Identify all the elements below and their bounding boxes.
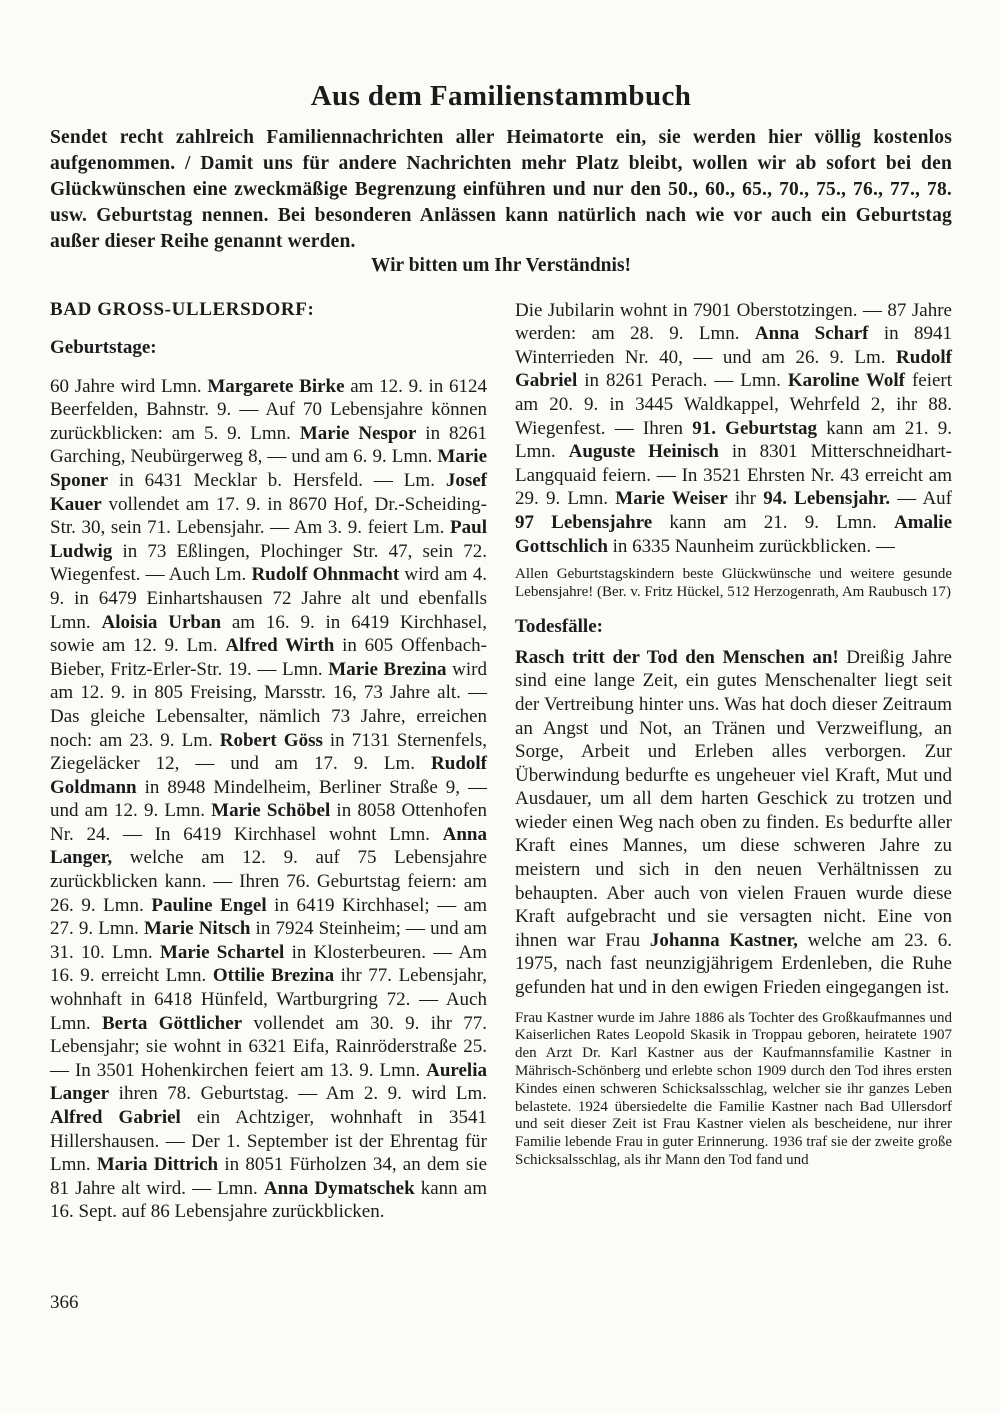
bold-text-run: Berta Göttlicher: [102, 1012, 243, 1034]
bold-text-run: Marie Schartel: [159, 941, 285, 963]
text-run: ihr 77. Lebensjahr, wohnhaft in 6418 Hünfeld, Wartburgring 72. — Auch Lmn.: [50, 965, 487, 1034]
bold-text-run: Aurelia Langer: [50, 1059, 487, 1105]
bold-text-run: Alfred Gabriel: [50, 1107, 181, 1129]
bold-text-run: Marie Schöbel: [211, 800, 331, 822]
text-run: — Auf: [890, 488, 953, 510]
text-run: in Klosterbeuren. — Am 16. 9. erreicht Lmn.: [50, 941, 487, 987]
bold-text-run: Amalie Gottschlich: [515, 511, 953, 557]
text-run: in 8051 Fürholzen 34, an dem sie 81 Jahre alt wird. — Lmn.: [50, 1154, 487, 1199]
text-run: in 8261 Garching, Neubürgerweg 8, — und am 6. 9. Lmn.: [50, 422, 487, 468]
bold-text-run: Anna Dymatschek: [263, 1177, 415, 1199]
intro-closing-line: Wir bitten um Ihr Verständnis!: [370, 254, 632, 276]
two-column-layout: [50, 299, 952, 1224]
bold-text-run: 91. Geburtstag: [692, 417, 818, 439]
subsection-heading-birthdays: Geburtstage:: [50, 336, 157, 358]
page-title: Aus dem Familienstammbuch: [310, 80, 692, 112]
text-run: wird am 12. 9. in 805 Freising, Marsstr. 16, 73 Jahre alt. — Das gleiche Lebensalter, nämlich 73 Jahre, erreichen noch: am 23. 9. Lm.: [50, 658, 487, 751]
bold-text-run: 94. Lebensjahr.: [763, 488, 891, 510]
text-run: vollendet am 17. 9. in 8670 Hof, Dr.-Scheiding-Str. 30, sein 71. Lebensjahr. — Am 3. 9. feiert Lm.: [50, 493, 487, 539]
text-run: am 16. 9. in 6419 Kirchhasel, sowie am 12. 9. Lm.: [50, 611, 487, 657]
bold-text-run: Rudolf Ohnmacht: [251, 564, 400, 586]
bold-text-run: Maria Dittrich: [96, 1154, 219, 1176]
bold-text-run: Anna Scharf: [754, 323, 869, 345]
bold-text-run: Auguste Heinisch: [568, 441, 719, 463]
bold-text-run: Marie Nitsch: [144, 918, 251, 940]
section-heading-town: BAD GROSS-ULLERSDORF:: [50, 298, 315, 320]
bold-text-run: Marie Sponer: [50, 446, 487, 491]
subsection-heading-deaths: Todesfälle:: [515, 615, 603, 637]
birthdays-continued-paragraph: [515, 299, 952, 559]
text-run: in 8261 Perach. — Lmn.: [577, 370, 788, 392]
bold-text-run: Anna Langer,: [50, 823, 487, 869]
text-run: am 12. 9. in 6124 Beerfelden, Bahnstr. 9. — Auf 70 Lebensjahre können zurückblicken: am 5. 9. Lmn.: [50, 375, 487, 444]
text-run: ihren 78. Geburtstag. — Am 2. 9. wird Lm.: [109, 1083, 487, 1105]
text-run: 60 Jahre wird Lmn.: [50, 375, 208, 397]
text-run: in 6419 Kirchhasel; — am 27. 9. Lmn.: [50, 894, 487, 940]
text-run: in 8948 Mindelheim, Berliner Straße 9, — und am 12. 9. Lmn.: [50, 776, 487, 822]
bold-text-run: Robert Göss: [219, 729, 323, 751]
text-run: in 7924 Steinheim; — und am 31. 10. Lmn.: [50, 918, 487, 963]
text-run: welche am 12. 9. auf 75 Lebensjahre zurückblicken kann. — Ihren 76. Geburtstag feiern: am 26. 9. Lmn.: [50, 847, 487, 916]
bold-text-run: Paul Ludwig: [50, 517, 487, 562]
text-run: in 6335 Naunheim zurückblicken. —: [607, 535, 895, 557]
text-run: in 8301 Mitterschneidhart-Langquaid feiern. — In 3521 Ehrsten Nr. 43 erreicht am 29. 9. Lmn.: [515, 441, 952, 510]
text-run: in 73 Eßlingen, Plochinger Str. 47, sein 72. Wiegenfest. — Auch Lm.: [50, 540, 487, 586]
right-column: [515, 299, 952, 1224]
left-column: [50, 299, 487, 1224]
text-run: kann am 16. Sept. auf 86 Lebensjahre zurückblicken.: [50, 1177, 487, 1223]
bold-text-run: Rudolf Goldmann: [50, 753, 487, 798]
text-run: in 6431 Mecklar b. Hersfeld. — Lm.: [108, 469, 446, 491]
bold-text-run: Margarete Birke: [207, 375, 345, 397]
obituary-details-paragraph: Frau Kastner wurde im Jahre 1886 als Tochter des Großkaufmannes und Kaiserlichen Rates Leopold Skasik in Troppau geboren, heiratete 1907 den Arzt Dr. Karl Kastner aus der Kaufmannsfamilie Kastner in Mährisch-Schönberg und erlebte schon 1909 durch den Tod ihres ersten Kindes einen schweren Schicksalsschlag, welcher sie ihr ganzes Leben belastete. 1924 übersiedelte die Familie Kastner nach Bad Ullersdorf und seit dieser Zeit ist Frau Kastner vielen als bescheidene, nur ihrer Familie lebende Frau in guter Erinnerung. 1936 traf sie der zweite große Schicksalsschlag, als ihr Mann den Tod fand und: [515, 1009, 952, 1169]
text-run: kann am 21. 9. Lmn.: [652, 511, 894, 533]
bold-text-run: Marie Nespor: [299, 422, 417, 444]
text-run: ein Achtziger, wohnhaft in 3541 Hillershausen. — Der 1. September ist der Ehrentag für Lmn.: [50, 1107, 487, 1176]
text-run: feiert am 20. 9. in 3445 Waldkappel, Wehrfeld 2, ihr 88. Wiegenfest. — Ihren: [515, 370, 953, 439]
bold-text-run: Aloisia Urban: [101, 611, 222, 633]
text-run: in 605 Offenbach-Bieber, Fritz-Erler-Str. 19. — Lmn.: [50, 635, 487, 680]
congratulations-note: Allen Geburtstagskindern beste Glückwünsche und weitere gesunde Lebensjahre! (Ber. v. Fritz Hückel, 512 Herzogenrath, Am Raubusch 17): [515, 566, 952, 600]
bold-text-run: Ottilie Brezina: [212, 965, 335, 987]
text-run: wird am 4. 9. in 6479 Einhartshausen 72 Jahre alt und ebenfalls Lmn.: [50, 564, 487, 633]
text-run: vollendet am 30. 9. ihr 77. Lebensjahr; sie wohnt in 6321 Eifa, Rainröderstraße 25. — In 3501 Hohenkirchen feiert am 13. 9. Lmn.: [50, 1012, 487, 1081]
text-run: in 8058 Ottenhofen Nr. 24. — In 6419 Kirchhasel wohnt Lmn.: [50, 800, 487, 845]
text-run: in 8941 Winterrieden Nr. 40, — und am 26. 9. Lm.: [515, 323, 952, 368]
bold-text-run: Rudolf Gabriel: [515, 346, 952, 392]
page-number: 366: [50, 1292, 79, 1313]
bold-text-run: Rasch tritt der Tod den Menschen an!: [515, 646, 839, 668]
birthdays-paragraph: [50, 375, 487, 1224]
bold-text-run: Johanna Kastner,: [649, 929, 798, 951]
bold-text-run: Marie Weiser: [615, 488, 728, 510]
bold-text-run: Marie Brezina: [328, 658, 447, 680]
text-run: ihr: [727, 488, 764, 510]
bold-text-run: Alfred Wirth: [225, 635, 335, 657]
text-run: welche am 23. 6. 1975, nach fast neunzigjährigem Erdenleben, die Ruhe gefunden hat und in den ewigen Frieden eingegangen ist.: [515, 929, 952, 999]
text-run: Dreißig Jahre sind eine lange Zeit, ein gutes Menschenalter liegt seit der Vertreibung hinter uns. Was hat doch dieser Zeitraum an Angst und Not, an Tränen und Verzweiflung, an Sorge, Arbeit und Erleben alles verborgen. Zur Überwindung bedurfte es ungeheuer viel Kraft, Mut und Ausdauer, um all dem harten Geschick zu trotzen und wieder einen Weg nach oben zu finden. Es bedurfte aller Kraft eines Mannes, um diese schweren Jahre zu meistern und sich in den neuen Verhältnissen zu behaupten. Aber auch von vielen Frauen wurde diese Kraft aufgebracht und sie versagten nicht. Eine von ihnen war Frau: [515, 646, 952, 951]
bold-text-run: Karoline Wolf: [787, 370, 905, 392]
text-run: kann am 21. 9. Lmn.: [515, 417, 952, 463]
bold-text-run: Josef Kauer: [50, 469, 487, 515]
text-run: Die Jubilarin wohnt in 7901 Oberstotzingen. — 87 Jahre werden: am 28. 9. Lmn.: [515, 299, 952, 345]
bold-text-run: Pauline Engel: [151, 894, 267, 916]
text-run: in 7131 Sternenfels, Ziegeläcker 12, — und am 17. 9. Lm.: [50, 729, 487, 775]
intro-paragraph: Sendet recht zahlreich Familiennachrichten aller Heimatorte ein, sie werden hier völlig kostenlos aufgenommen. / Damit uns für andere Nachrichten mehr Platz bleibt, wollen wir ab sofort bei den Glückwünschen eine zweckmäßige Begrenzung einführen und nur den 50., 60., 65., 70., 75., 76., 77., 78. usw. Geburtstag nennen. Bei besonderen Anlässen kann natürlich nach wie vor auch ein Geburtstag außer dieser Reihe genannt werden.: [50, 127, 952, 252]
bold-text-run: 97 Lebensjahre: [515, 511, 653, 533]
obituary-paragraph: [515, 646, 952, 1000]
